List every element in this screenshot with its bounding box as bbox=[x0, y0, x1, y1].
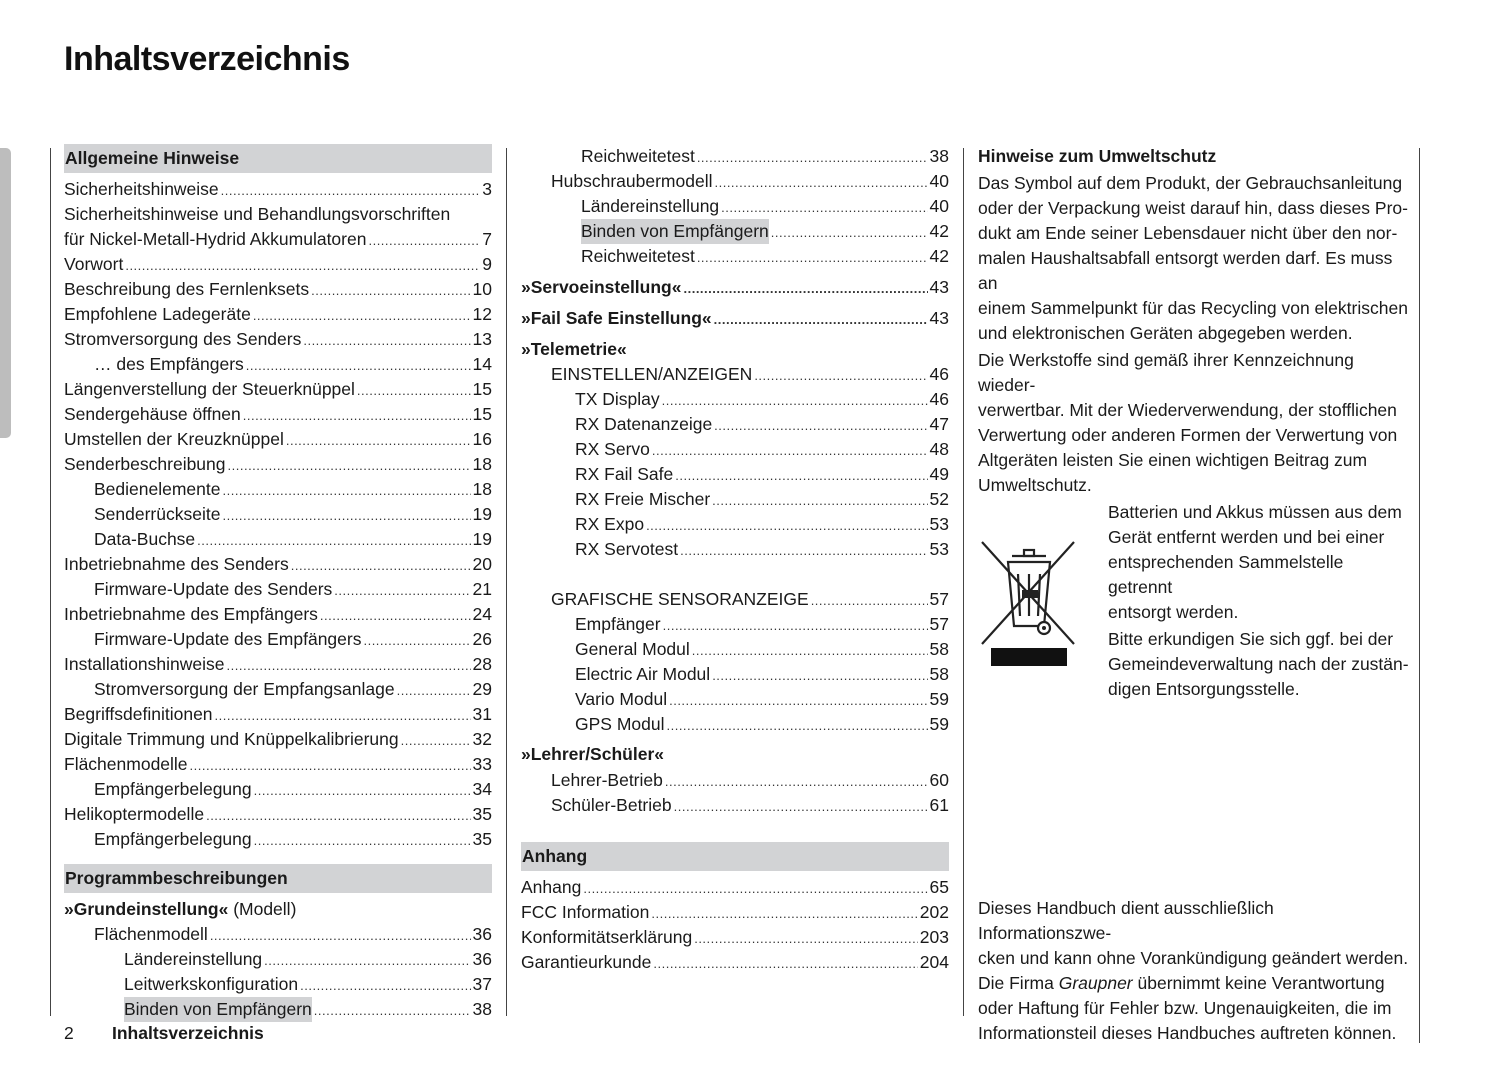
leader-dots bbox=[303, 328, 470, 353]
toc-entry-page: 59 bbox=[929, 714, 949, 734]
leader-dots bbox=[665, 769, 928, 794]
toc-entry-page: 36 bbox=[472, 949, 492, 969]
toc-group bbox=[521, 144, 949, 269]
toc-entry-page: 38 bbox=[929, 146, 949, 166]
leader-dots bbox=[291, 553, 471, 578]
toc-entry-page: 10 bbox=[472, 279, 492, 299]
toc-entry[interactable] bbox=[521, 437, 949, 462]
toc-entry[interactable] bbox=[64, 577, 492, 602]
leader-dots bbox=[222, 503, 470, 528]
leader-dots bbox=[653, 951, 917, 976]
leader-dots bbox=[683, 276, 927, 301]
toc-entry[interactable] bbox=[521, 793, 949, 818]
page-number: 2 bbox=[64, 1023, 74, 1043]
toc-entry-page: 12 bbox=[472, 304, 492, 324]
leader-dots bbox=[662, 388, 928, 413]
leader-dots bbox=[286, 428, 471, 453]
toc-entry-label: RX Servotest bbox=[575, 539, 679, 559]
text-line: Bitte erkundigen Sie sich ggf. bei der bbox=[1108, 629, 1394, 649]
toc-entry-label: Senderrückseite bbox=[94, 504, 221, 524]
toc-entry-page: 52 bbox=[929, 489, 949, 509]
toc-entry-page: 28 bbox=[472, 654, 492, 674]
toc-entry-page: 57 bbox=[929, 589, 949, 609]
leader-dots bbox=[215, 703, 471, 728]
leader-dots bbox=[714, 413, 927, 438]
toc-entry-label: Firmware-Update des Senders bbox=[94, 579, 333, 599]
toc-entry-label: Ländereinstellung bbox=[124, 949, 263, 969]
leader-dots bbox=[714, 170, 927, 195]
toc-entry[interactable] bbox=[521, 687, 949, 712]
text-line: oder der Verpackung weist darauf hin, dass dieses Pro- bbox=[978, 198, 1408, 218]
leader-dots bbox=[228, 453, 471, 478]
toc-entry-label: Vario Modul bbox=[575, 689, 668, 709]
toc-entry-label: EINSTELLEN/ANZEIGEN bbox=[551, 364, 753, 384]
leader-dots bbox=[712, 488, 927, 513]
leader-dots bbox=[320, 603, 471, 628]
toc-entry[interactable] bbox=[64, 727, 492, 752]
toc-entry[interactable] bbox=[521, 875, 949, 900]
toc-entry-page: 37 bbox=[472, 974, 492, 994]
toc-entry-label: GRAFISCHE SENSORANZEIGE bbox=[551, 589, 809, 609]
toc-entry-page: 35 bbox=[472, 829, 492, 849]
leader-dots bbox=[314, 998, 471, 1023]
toc-entry-page: 53 bbox=[929, 539, 949, 559]
disclaimer-firma-line bbox=[978, 971, 1410, 996]
toc-entry-page: 20 bbox=[472, 554, 492, 574]
toc-entry-label: Begriffsdefinitionen bbox=[64, 704, 213, 724]
text-line: malen Haushaltsabfall entsorgt werden darf. Es muss an bbox=[978, 248, 1393, 293]
column-divider bbox=[1419, 148, 1420, 1043]
page-title: Inhaltsverzeichnis bbox=[64, 40, 350, 78]
toc-entry-label: Lehrer-Betrieb bbox=[551, 770, 663, 790]
toc-entry-label: GPS Modul bbox=[575, 714, 665, 734]
toc-entry-label: Data-Buchse bbox=[94, 529, 196, 549]
column-divider bbox=[50, 148, 51, 1016]
leader-dots bbox=[397, 678, 471, 703]
toc-entry-label: … des Empfängers bbox=[94, 354, 244, 374]
leader-dots bbox=[697, 145, 928, 170]
toc-entry-page: 57 bbox=[929, 614, 949, 634]
toc-entry-label: Installationshinweise bbox=[64, 654, 225, 674]
toc-entry[interactable] bbox=[521, 219, 949, 244]
disclaimer-end bbox=[978, 996, 1410, 1046]
toc-entry-page: 9 bbox=[482, 254, 492, 274]
toc-entry-page: 33 bbox=[472, 754, 492, 774]
leader-dots bbox=[246, 353, 471, 378]
text-line: einem Sammelpunkt für das Recycling von elektrischen bbox=[978, 298, 1408, 318]
toc-entry-page: 13 bbox=[472, 329, 492, 349]
environment-notes-column bbox=[978, 144, 1409, 699]
toc-entry[interactable] bbox=[521, 462, 949, 487]
toc-entry-label: Stromversorgung des Senders bbox=[64, 329, 302, 349]
toc-entry[interactable] bbox=[521, 144, 949, 169]
toc-entry-page: 15 bbox=[472, 404, 492, 424]
toc-entry-page: 47 bbox=[929, 414, 949, 434]
toc-group bbox=[64, 177, 492, 202]
toc-entry-page: 38 bbox=[472, 999, 492, 1019]
toc-group bbox=[64, 922, 492, 1022]
leader-dots bbox=[243, 403, 471, 428]
toc-entry-page: 203 bbox=[919, 927, 949, 947]
toc-entry[interactable] bbox=[64, 972, 492, 997]
toc-entry-label: Reichweitetest bbox=[581, 146, 695, 166]
toc-entry[interactable] bbox=[64, 602, 492, 627]
leader-dots bbox=[651, 901, 917, 926]
toc-entry-label: Ländereinstellung bbox=[581, 196, 720, 216]
toc-entry-label: »Fail Safe Einstellung« bbox=[521, 308, 712, 328]
brand-name-graupner: Graupner bbox=[1058, 973, 1133, 993]
toc-group bbox=[64, 227, 492, 852]
leader-dots bbox=[680, 538, 927, 563]
toc-entry[interactable] bbox=[64, 777, 492, 802]
toc-entry-page: 19 bbox=[472, 504, 492, 524]
toc-entry[interactable] bbox=[64, 427, 492, 452]
toc-entry[interactable] bbox=[64, 402, 492, 427]
toc-entry-label: Flächenmodell bbox=[94, 924, 208, 944]
text-line: Umweltschutz. bbox=[978, 475, 1092, 495]
toc-entry-page: 58 bbox=[929, 664, 949, 684]
toc-entry-label: Beschreibung des Fernlenksets bbox=[64, 279, 310, 299]
toc-entry[interactable] bbox=[64, 997, 492, 1022]
toc-entry[interactable] bbox=[64, 677, 492, 702]
toc-entry-label: RX Servo bbox=[575, 439, 650, 459]
toc-entry-label: Empfohlene Ladegeräte bbox=[64, 304, 251, 324]
toc-entry-label: Reichweitetest bbox=[581, 246, 695, 266]
toc-entry-page: 31 bbox=[472, 704, 492, 724]
grundeinstellung-suffix: (Modell) bbox=[228, 899, 297, 919]
toc-entry-label: Binden von Empfängern bbox=[124, 997, 312, 1022]
environment-paragraph-2 bbox=[978, 348, 1408, 498]
toc-entry-page: 46 bbox=[929, 364, 949, 384]
page-footer bbox=[64, 1023, 264, 1044]
toc-entry[interactable] bbox=[521, 900, 949, 925]
leader-dots bbox=[771, 220, 928, 245]
toc-entry[interactable] bbox=[521, 925, 949, 950]
leader-dots bbox=[221, 178, 481, 203]
toc-entry-label: Empfängerbelegung bbox=[94, 829, 252, 849]
disclaimer-firma-pre: Die Firma bbox=[978, 973, 1059, 993]
toc-entry[interactable] bbox=[64, 352, 492, 377]
toc-entry-label: für Nickel-Metall-Hydrid Akkumulatoren bbox=[64, 229, 367, 249]
leader-dots bbox=[692, 638, 928, 663]
environment-heading: Hinweise zum Umweltschutz bbox=[978, 146, 1217, 166]
text-line: Informationsteil dieses Handbuches auftreten können. bbox=[978, 1023, 1397, 1043]
toc-entry[interactable] bbox=[64, 227, 492, 252]
toc-entry-page: 32 bbox=[472, 729, 492, 749]
toc-entry-page: 43 bbox=[929, 277, 949, 297]
section-heading-programmbeschreibungen: Programmbeschreibungen bbox=[64, 864, 492, 893]
toc-entry-label: Helikoptermodelle bbox=[64, 804, 205, 824]
toc-entry[interactable] bbox=[64, 752, 492, 777]
toc-group bbox=[521, 587, 949, 737]
text-line: und elektronischen Geräten abgegeben werden. bbox=[978, 323, 1353, 343]
toc-entry-label: TX Display bbox=[575, 389, 660, 409]
leader-dots bbox=[754, 363, 927, 388]
toc-entry-page: 18 bbox=[472, 479, 492, 499]
toc-entry[interactable] bbox=[521, 512, 949, 537]
leader-dots bbox=[368, 228, 480, 253]
toc-entry-label: Inbetriebnahme des Senders bbox=[64, 554, 289, 574]
toc-entry[interactable] bbox=[521, 768, 949, 793]
toc-entry[interactable] bbox=[64, 552, 492, 577]
text-line: entsorgt werden. bbox=[1108, 602, 1239, 622]
toc-entry-page: 61 bbox=[929, 795, 949, 815]
toc-entry-label: Electric Air Modul bbox=[575, 664, 711, 684]
toc-entry-page: 65 bbox=[929, 877, 949, 897]
text-line: entsprechenden Sammelstelle getrennt bbox=[1108, 552, 1344, 597]
text-line: Die Werkstoffe sind gemäß ihrer Kennzeichnung wieder- bbox=[978, 350, 1354, 395]
leader-dots bbox=[197, 528, 470, 553]
toc-entry-label: »Servoeinstellung« bbox=[521, 277, 682, 297]
toc-entry-label: Vorwort bbox=[64, 254, 124, 274]
toc-entry[interactable] bbox=[521, 244, 949, 269]
leader-dots bbox=[357, 378, 471, 403]
toc-entry-text: Sicherheitshinweise und Behandlungsvorschriften bbox=[64, 204, 451, 224]
toc-entry-page: 204 bbox=[919, 952, 949, 972]
toc-entry-label: Hubschraubermodell bbox=[551, 171, 713, 191]
toc-entry-page: 16 bbox=[472, 429, 492, 449]
toc-entry-page: 49 bbox=[929, 464, 949, 484]
toc-entry[interactable] bbox=[521, 412, 949, 437]
toc-entry[interactable] bbox=[64, 627, 492, 652]
leader-dots bbox=[190, 753, 471, 778]
toc-entry-page: 15 bbox=[472, 379, 492, 399]
toc-entry[interactable] bbox=[521, 169, 949, 194]
section-heading-allgemeine-hinweise: Allgemeine Hinweise bbox=[64, 144, 492, 173]
leader-dots bbox=[652, 438, 928, 463]
toc-entry-label: Schüler-Betrieb bbox=[551, 795, 672, 815]
toc-entry[interactable] bbox=[521, 950, 949, 975]
leader-dots bbox=[334, 578, 470, 603]
leader-dots bbox=[227, 653, 471, 678]
toc-entry-page: 26 bbox=[472, 629, 492, 649]
leader-dots bbox=[311, 278, 470, 303]
toc-entry-label: Konformitätserklärung bbox=[521, 927, 693, 947]
toc-entry-page: 40 bbox=[929, 171, 949, 191]
leader-dots bbox=[222, 478, 470, 503]
toc-group bbox=[521, 362, 949, 562]
toc-entry[interactable] bbox=[521, 487, 949, 512]
toc-entry-page: 29 bbox=[472, 679, 492, 699]
toc-entry[interactable] bbox=[64, 802, 492, 827]
toc-entry-page: 14 bbox=[472, 354, 492, 374]
toc-entry-page: 35 bbox=[472, 804, 492, 824]
toc-entry[interactable] bbox=[64, 702, 492, 727]
toc-entry-label: Leitwerkskonfiguration bbox=[124, 974, 299, 994]
leader-dots bbox=[206, 803, 470, 828]
toc-entry[interactable] bbox=[64, 252, 492, 277]
toc-entry-label: Umstellen der Kreuzknüppel bbox=[64, 429, 284, 449]
leader-dots bbox=[646, 513, 927, 538]
leader-dots bbox=[712, 663, 927, 688]
toc-entry[interactable] bbox=[64, 277, 492, 302]
toc-entry[interactable] bbox=[521, 612, 949, 637]
leader-dots bbox=[714, 307, 928, 332]
toc-entry[interactable] bbox=[64, 327, 492, 352]
disclaimer-firma-post: übernimmt keine Verantwortung bbox=[1132, 973, 1385, 993]
toc-entry-label: Empfänger bbox=[575, 614, 661, 634]
disposal-paragraph bbox=[1108, 627, 1410, 702]
text-line: dukt am Ende seiner Lebensdauer nicht über den nor- bbox=[978, 223, 1398, 243]
leader-dots bbox=[300, 973, 470, 998]
toc-entry-page: 59 bbox=[929, 689, 949, 709]
toc-entry[interactable] bbox=[521, 662, 949, 687]
text-line: Altgeräten leisten Sie einen wichtigen Beitrag zum bbox=[978, 450, 1368, 470]
toc-column-2 bbox=[521, 144, 949, 975]
toc-entry[interactable] bbox=[64, 827, 492, 852]
toc-entry-label: Garantieurkunde bbox=[521, 952, 652, 972]
leader-dots bbox=[264, 948, 470, 973]
toc-entry[interactable] bbox=[64, 947, 492, 972]
environment-paragraph-1 bbox=[978, 171, 1408, 346]
footer-title: Inhaltsverzeichnis bbox=[112, 1023, 264, 1043]
leader-dots bbox=[697, 245, 928, 270]
toc-entry-label: Senderbeschreibung bbox=[64, 454, 226, 474]
toc-group bbox=[521, 875, 949, 975]
leader-dots bbox=[210, 923, 471, 948]
toc-entry-label: Bedienelemente bbox=[94, 479, 221, 499]
toc-entry-page: 202 bbox=[919, 902, 949, 922]
leader-dots bbox=[125, 253, 480, 278]
leader-dots bbox=[253, 303, 471, 328]
toc-entry-page: 21 bbox=[472, 579, 492, 599]
toc-column-1 bbox=[64, 144, 492, 1022]
toc-entry-label: Sendergehäuse öffnen bbox=[64, 404, 241, 424]
toc-entry-label: Binden von Empfängern bbox=[581, 219, 769, 244]
toc-entry-page: 46 bbox=[929, 389, 949, 409]
toc-entry[interactable] bbox=[64, 452, 492, 477]
leader-dots bbox=[663, 613, 928, 638]
section-heading-anhang: Anhang bbox=[521, 842, 949, 871]
leader-dots bbox=[254, 778, 471, 803]
leader-dots bbox=[721, 195, 927, 220]
toc-entry[interactable] bbox=[64, 177, 492, 202]
toc-entry[interactable] bbox=[64, 302, 492, 327]
toc-entry-page: 58 bbox=[929, 639, 949, 659]
leader-dots bbox=[666, 713, 927, 738]
toc-entry-page: 24 bbox=[472, 604, 492, 624]
toc-entry[interactable] bbox=[64, 922, 492, 947]
toc-entry[interactable] bbox=[521, 194, 949, 219]
toc-entry[interactable] bbox=[521, 387, 949, 412]
toc-entry[interactable] bbox=[64, 652, 492, 677]
text-line: Dieses Handbuch dient ausschließlich Informationszwe- bbox=[978, 898, 1274, 943]
text-line: Gemeindeverwaltung nach der zustän- bbox=[1108, 654, 1409, 674]
recycling-block bbox=[978, 500, 1409, 699]
toc-entry-page: 48 bbox=[929, 439, 949, 459]
toc-entry-page: 36 bbox=[472, 924, 492, 944]
toc-subheading-telemetrie: »Telemetrie« bbox=[521, 339, 627, 359]
leader-dots bbox=[669, 688, 927, 713]
toc-entry-servoeinstellung[interactable] bbox=[521, 275, 949, 300]
battery-paragraph bbox=[1108, 500, 1410, 625]
text-line: cken und kann ohne Vorankündigung geändert werden. bbox=[978, 948, 1409, 968]
toc-entry-page: 34 bbox=[472, 779, 492, 799]
leader-dots bbox=[401, 728, 471, 753]
toc-entry-label: RX Fail Safe bbox=[575, 464, 674, 484]
toc-entry-label: Inbetriebnahme des Empfängers bbox=[64, 604, 318, 624]
toc-entry-label: Längenverstellung der Steuerknüppel bbox=[64, 379, 355, 399]
text-line: oder Haftung für Fehler bzw. Ungenauigkeiten, die im bbox=[978, 998, 1392, 1018]
leader-dots bbox=[254, 828, 471, 853]
toc-entry-label: General Modul bbox=[575, 639, 690, 659]
toc-entry[interactable] bbox=[521, 637, 949, 662]
leader-dots bbox=[583, 876, 927, 901]
text-line: verwertbar. Mit der Wiederverwendung, der stofflichen bbox=[978, 400, 1397, 420]
toc-entry-label: Sicherheitshinweise bbox=[64, 179, 219, 199]
leader-dots bbox=[694, 926, 918, 951]
toc-entry[interactable] bbox=[521, 587, 949, 612]
leader-dots bbox=[811, 588, 928, 613]
side-tab-marker bbox=[0, 148, 11, 438]
text-line: Verwertung oder anderen Formen der Verwertung von bbox=[978, 425, 1398, 445]
leader-dots bbox=[363, 628, 470, 653]
toc-entry[interactable] bbox=[521, 712, 949, 737]
toc-entry-label: RX Freie Mischer bbox=[575, 489, 711, 509]
toc-entry-page: 40 bbox=[929, 196, 949, 216]
toc-entry-page: 53 bbox=[929, 514, 949, 534]
toc-entry-label: Empfängerbelegung bbox=[94, 779, 252, 799]
toc-entry-label: Firmware-Update des Empfängers bbox=[94, 629, 362, 649]
toc-entry-page: 42 bbox=[929, 246, 949, 266]
toc-entry-fail-safe[interactable] bbox=[521, 306, 949, 331]
leader-dots bbox=[675, 463, 927, 488]
toc-entry[interactable] bbox=[64, 502, 492, 527]
text-line: digen Entsorgungsstelle. bbox=[1108, 679, 1300, 699]
toc-entry-page: 19 bbox=[472, 529, 492, 549]
text-line: Das Symbol auf dem Produkt, der Gebrauchsanleitung bbox=[978, 173, 1403, 193]
toc-entry-page: 7 bbox=[482, 229, 492, 249]
toc-entry[interactable] bbox=[64, 377, 492, 402]
toc-entry-label: Stromversorgung der Empfangsanlage bbox=[94, 679, 395, 699]
column-divider bbox=[506, 148, 507, 1016]
disclaimer-paragraph bbox=[978, 896, 1410, 1046]
text-line: Batterien und Akkus müssen aus dem bbox=[1108, 502, 1402, 522]
toc-entry[interactable] bbox=[64, 527, 492, 552]
grundeinstellung-label: »Grundeinstellung« bbox=[64, 899, 229, 919]
crossed-out-wheelie-bin-icon bbox=[978, 528, 1078, 668]
disclaimer-start bbox=[978, 896, 1410, 971]
column-divider bbox=[963, 148, 964, 1016]
toc-subheading-lehrer-schueler: »Lehrer/Schüler« bbox=[521, 744, 664, 764]
toc-entry-label: Digitale Trimmung und Knüppelkalibrierung bbox=[64, 729, 399, 749]
toc-entry-page: 18 bbox=[472, 454, 492, 474]
toc-entry-label: RX Expo bbox=[575, 514, 645, 534]
toc-entry[interactable] bbox=[521, 537, 949, 562]
toc-entry-label: Anhang bbox=[521, 877, 582, 897]
leader-dots bbox=[674, 794, 928, 819]
toc-entry-page: 3 bbox=[482, 179, 492, 199]
toc-entry[interactable] bbox=[521, 362, 949, 387]
toc-subheading-grundeinstellung bbox=[64, 897, 492, 922]
toc-entry[interactable] bbox=[64, 477, 492, 502]
recycling-text bbox=[1108, 500, 1410, 704]
toc-entry-page: 43 bbox=[929, 308, 949, 328]
toc-entry-page: 42 bbox=[929, 221, 949, 241]
toc-entry-label: RX Datenanzeige bbox=[575, 414, 713, 434]
toc-entry-label: Flächenmodelle bbox=[64, 754, 188, 774]
toc-entry-label: FCC Information bbox=[521, 902, 650, 922]
toc-group bbox=[521, 768, 949, 818]
toc-entry-page: 60 bbox=[929, 770, 949, 790]
text-line: Gerät entfernt werden und bei einer bbox=[1108, 527, 1385, 547]
